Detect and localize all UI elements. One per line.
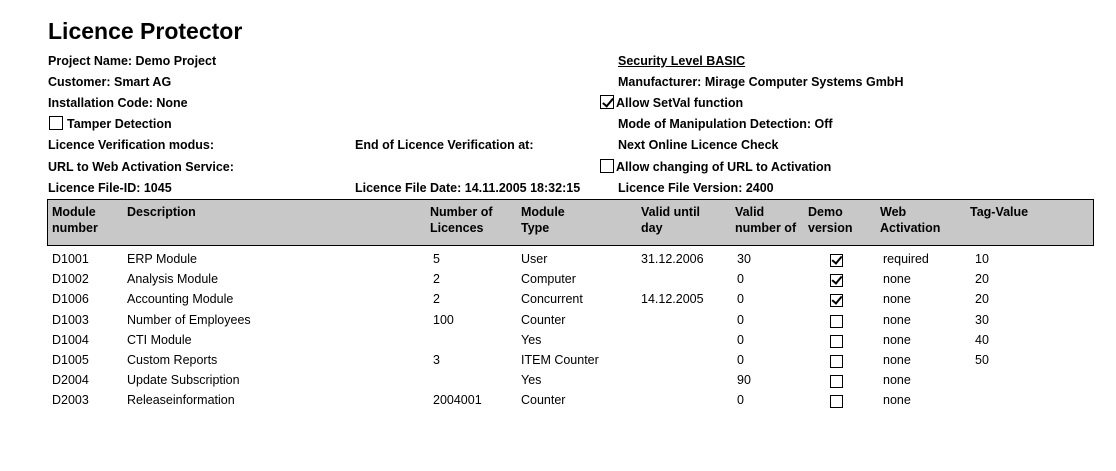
cell-valid-until: 14.12.2005 <box>641 292 704 307</box>
header-valid-until-day: Valid until day <box>641 205 701 235</box>
table-row <box>0 352 1116 372</box>
url-web-activation: URL to Web Activation Service: <box>48 160 234 174</box>
cell-module: D1001 <box>52 252 89 266</box>
cell-licences: 2004001 <box>433 393 482 408</box>
cell-module: D1004 <box>52 332 89 347</box>
demo-version-checkbox[interactable] <box>830 375 843 388</box>
cell-description: Analysis Module <box>127 272 219 287</box>
tamper-detection <box>49 116 172 132</box>
header-description: Description <box>127 205 196 219</box>
cell-type: User <box>521 252 548 266</box>
cell-web-activation: none <box>883 353 911 367</box>
allow-url-change <box>600 159 831 175</box>
customer: Customer: Smart AG <box>48 75 172 89</box>
licence-file-id: Licence File-ID: 1045 <box>48 181 172 195</box>
table-row <box>0 332 1116 352</box>
cell-description: Update Subscription <box>127 373 240 388</box>
table-row <box>0 251 1116 271</box>
page-title: Licence Protector <box>48 18 243 44</box>
header-web-activation: Web Activation <box>880 205 941 235</box>
table-row <box>0 291 1116 311</box>
table-row <box>0 392 1116 412</box>
table-row <box>0 271 1116 291</box>
cell-valid-number: 0 <box>737 393 744 408</box>
cell-module: D1005 <box>52 353 89 367</box>
cell-valid-until: 31.12.2006 <box>641 252 704 266</box>
cell-type: Computer <box>521 272 576 287</box>
tamper-detection-label: Tamper Detection <box>67 117 172 131</box>
cell-web-activation: none <box>883 312 911 327</box>
cell-type: Counter <box>521 393 566 408</box>
allow-url-change-checkbox[interactable] <box>600 159 614 173</box>
cell-description: ERP Module <box>127 252 197 266</box>
cell-licences: 2 <box>433 272 440 287</box>
cell-valid-number: 0 <box>737 312 744 327</box>
cell-valid-number: 0 <box>737 292 744 307</box>
cell-type: Counter <box>521 312 566 327</box>
cell-type: Yes <box>521 373 542 388</box>
cell-licences: 5 <box>433 252 440 266</box>
cell-web-activation: none <box>883 373 911 388</box>
demo-version-checkbox[interactable] <box>830 315 843 328</box>
table-row <box>0 372 1116 392</box>
licence-file-version: Licence File Version: 2400 <box>618 181 774 195</box>
cell-description: Releaseinformation <box>127 393 235 408</box>
cell-description: Accounting Module <box>127 292 234 307</box>
cell-web-activation: none <box>883 393 911 408</box>
cell-web-activation: none <box>883 292 911 307</box>
manipulation-mode: Mode of Manipulation Detection: Off <box>618 117 833 131</box>
cell-licences: 100 <box>433 312 454 327</box>
table-row <box>0 312 1116 332</box>
manufacturer: Manufacturer: Mirage Computer Systems GmbH <box>618 75 904 89</box>
project-name: Project Name: Demo Project <box>48 54 217 68</box>
cell-valid-number: 0 <box>737 332 744 347</box>
demo-version-checkbox[interactable] <box>830 395 843 408</box>
verification-modus: Licence Verification modus: <box>48 138 215 152</box>
demo-version-checkbox[interactable] <box>830 335 843 348</box>
cell-description: CTI Module <box>127 332 192 347</box>
demo-version-checkbox[interactable] <box>830 254 843 267</box>
cell-licences: 2 <box>433 292 440 307</box>
allow-setval-checkbox[interactable] <box>600 95 614 109</box>
demo-version-checkbox[interactable] <box>830 274 843 287</box>
allow-setval-label: Allow SetVal function <box>616 96 744 110</box>
cell-module: D2003 <box>52 393 89 408</box>
header-demo-version: Demo version <box>808 205 853 235</box>
licence-file-date: Licence File Date: 14.11.2005 18:32:15 <box>355 181 581 195</box>
cell-type: ITEM Counter <box>521 353 599 367</box>
allow-url-change-label: Allow changing of URL to Activation <box>616 160 832 174</box>
cell-valid-number: 30 <box>737 252 751 266</box>
cell-licences: 3 <box>433 353 440 367</box>
cell-tag-value: 50 <box>975 353 989 367</box>
cell-valid-number: 90 <box>737 373 751 388</box>
cell-module: D1002 <box>52 272 89 287</box>
cell-type: Concurrent <box>521 292 583 307</box>
header-module-number: Module number <box>52 205 98 235</box>
table-header <box>47 199 1094 246</box>
cell-description: Custom Reports <box>127 353 218 367</box>
allow-setval <box>600 95 743 111</box>
demo-version-checkbox[interactable] <box>830 355 843 368</box>
cell-module: D1003 <box>52 312 89 327</box>
next-online-check: Next Online Licence Check <box>618 138 779 152</box>
demo-version-checkbox[interactable] <box>830 294 843 307</box>
cell-type: Yes <box>521 332 542 347</box>
cell-tag-value: 20 <box>975 292 989 307</box>
header-module-type: Module Type <box>521 205 565 235</box>
cell-tag-value: 30 <box>975 312 989 327</box>
cell-tag-value: 10 <box>975 252 989 266</box>
header-valid-number: Valid number of <box>735 205 797 235</box>
end-of-verification: End of Licence Verification at: <box>355 138 534 152</box>
cell-valid-number: 0 <box>737 272 744 287</box>
cell-module: D2004 <box>52 373 89 388</box>
security-level[interactable]: Security Level BASIC <box>618 54 746 68</box>
header-tag-value: Tag-Value <box>970 205 1029 219</box>
cell-description: Number of Employees <box>127 312 251 327</box>
header-number-of-licences: Number of Licences <box>430 205 493 235</box>
installation-code: Installation Code: None <box>48 96 188 110</box>
cell-web-activation: required <box>883 252 929 266</box>
cell-module: D1006 <box>52 292 89 307</box>
cell-tag-value: 20 <box>975 272 989 287</box>
cell-web-activation: none <box>883 272 911 287</box>
cell-tag-value: 40 <box>975 332 989 347</box>
tamper-detection-checkbox[interactable] <box>49 116 63 130</box>
cell-web-activation: none <box>883 332 911 347</box>
cell-valid-number: 0 <box>737 353 744 367</box>
